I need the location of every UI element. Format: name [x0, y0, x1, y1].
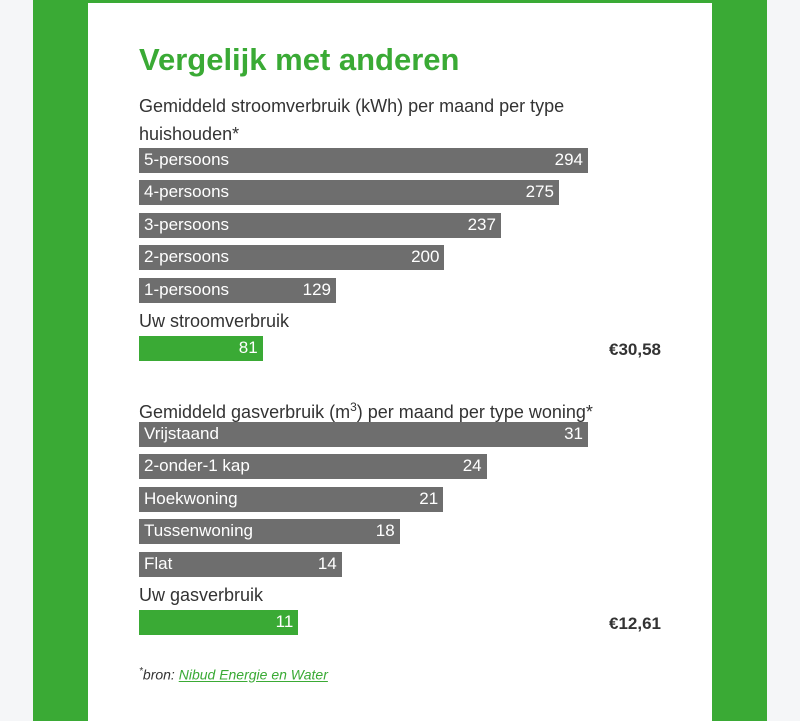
- electricity-bar-value: 129: [302, 279, 331, 299]
- gas-user-bar: [139, 610, 298, 635]
- gas-user-value: 11: [275, 612, 294, 631]
- gas-bar: [139, 519, 400, 544]
- gas-subtitle-part2: ) per maand per type woning*: [356, 402, 593, 422]
- gas-subtitle-part1: Gemiddeld gasverbruik (m: [139, 402, 351, 422]
- electricity-bar-category: 1-persoons: [144, 279, 230, 299]
- gas-bar-category: Tussenwoning: [144, 521, 253, 541]
- electricity-bar: [139, 245, 444, 270]
- electricity-bar: [139, 213, 501, 238]
- source-link[interactable]: Nibud Energie en Water: [178, 666, 328, 683]
- gas-subtitle-superscript: 3: [350, 400, 357, 414]
- source-prefix: bron:: [142, 666, 179, 683]
- electricity-bar-category: 5-persoons: [144, 150, 230, 169]
- gas-bar: [139, 422, 588, 447]
- source-marker: *: [139, 666, 143, 677]
- electricity-user-value: 81: [238, 338, 258, 357]
- electricity-bar: [139, 148, 588, 173]
- gas-bar-category: Vrijstaand: [144, 424, 219, 443]
- gas-bar: [139, 552, 342, 577]
- electricity-subtitle: Gemiddeld stroomverbruik (kWh) per maand per type huishouden*: [139, 96, 565, 144]
- electricity-user-label: Uw stroomverbruik: [139, 311, 290, 331]
- gas-bar: [139, 454, 487, 479]
- electricity-bar-category: 2-persoons: [144, 247, 230, 267]
- gas-user-label: Uw gasverbruik: [139, 585, 264, 605]
- electricity-bar: [139, 278, 336, 303]
- electricity-bar-category: 4-persoons: [144, 182, 230, 202]
- gas-bar-value: 24: [462, 456, 482, 476]
- electricity-bar-value: 275: [525, 182, 554, 202]
- gas-bar-category: Hoekwoning: [144, 488, 238, 508]
- gas-bar-value: 18: [375, 521, 395, 541]
- gas-bar-value: 31: [564, 424, 583, 443]
- electricity-bar-category: 3-persoons: [144, 214, 230, 234]
- electricity-user-cost: €30,58: [609, 340, 661, 359]
- electricity-user-bar: [139, 336, 263, 361]
- gas-user-cost: €12,61: [609, 614, 661, 633]
- gas-bar-value: 21: [419, 488, 439, 508]
- gas-bar-category: 2-onder-1 kap: [144, 456, 250, 476]
- gas-bar: [139, 487, 443, 512]
- gas-bar-value: 14: [317, 553, 337, 573]
- electricity-bar-value: 294: [554, 150, 583, 169]
- electricity-bar-value: 237: [467, 214, 496, 234]
- electricity-bar-value: 200: [411, 247, 440, 267]
- section-title: Vergelijk met anderen: [139, 42, 460, 77]
- gas-bar-category: Flat: [144, 553, 173, 573]
- source-note: [139, 666, 328, 683]
- electricity-bar: [139, 180, 559, 205]
